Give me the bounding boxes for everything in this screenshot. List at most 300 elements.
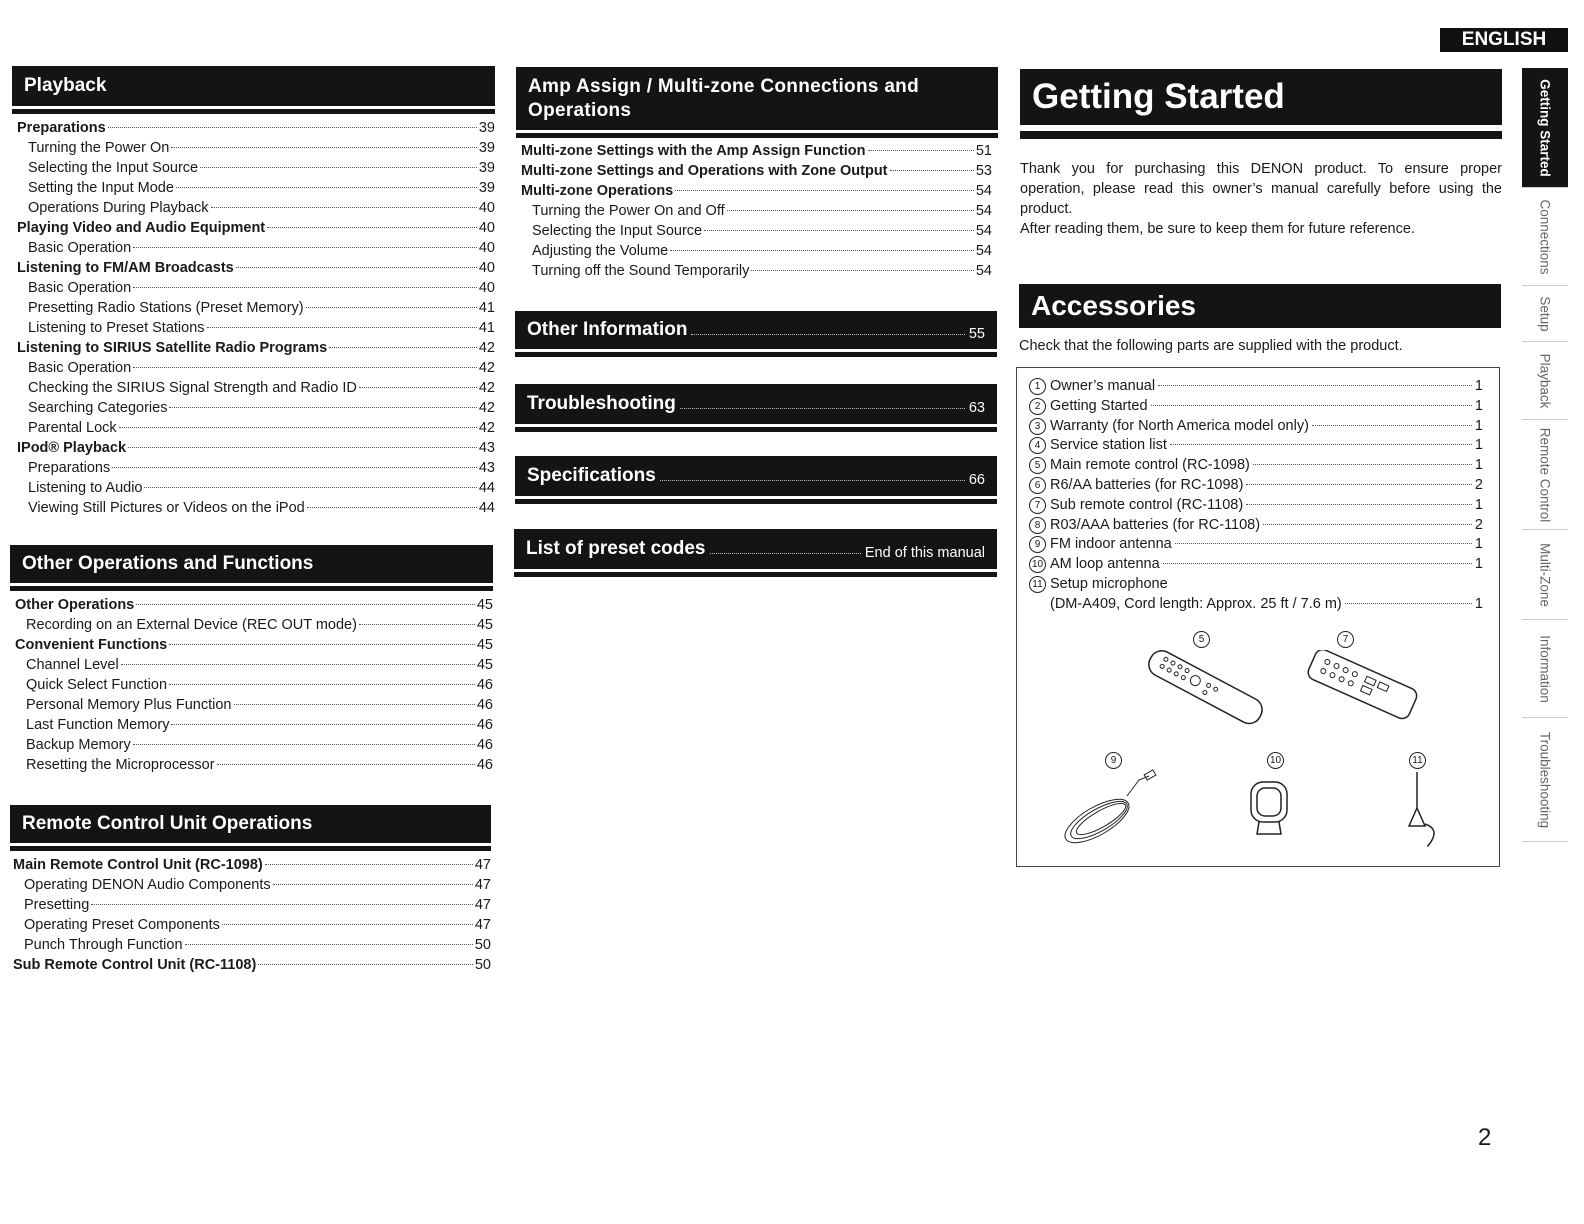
section-header-remote-control[interactable] <box>10 805 491 843</box>
accessories-box <box>1016 367 1500 867</box>
section-title: Getting Started <box>1032 77 1285 116</box>
leader-dots <box>306 307 477 308</box>
item-label: Owner’s manual <box>1050 378 1156 394</box>
toc-entry-label: Preparations <box>28 460 111 476</box>
leader-dots <box>133 744 475 745</box>
illus-label: 10 <box>1267 752 1284 769</box>
header-rule <box>515 352 997 357</box>
side-tab-label: Playback <box>1537 353 1553 408</box>
section-title: Other Operations and Functions <box>22 553 314 574</box>
getting-started-section <box>1020 69 1502 239</box>
toc-entry[interactable] <box>15 617 493 637</box>
leader-dots <box>169 644 475 645</box>
toc-entry[interactable] <box>13 937 491 957</box>
page-number: 2 <box>1478 1124 1492 1151</box>
toc-entry[interactable] <box>15 597 493 617</box>
main-remote-illustration <box>1135 648 1275 728</box>
item-label: (DM-A409, Cord length: Approx. 25 ft / 7.6 m) <box>1050 595 1342 612</box>
toc-entry[interactable] <box>17 220 495 240</box>
leader-dots <box>1175 543 1472 544</box>
toc-entry[interactable] <box>17 460 495 480</box>
page-ref: End of this manual <box>864 545 985 561</box>
toc-entry-page: 45 <box>476 617 493 633</box>
toc-entry[interactable] <box>13 857 491 877</box>
leader-dots <box>207 327 477 328</box>
illus-label: 11 <box>1409 752 1426 769</box>
leader-dots <box>128 447 477 448</box>
toc-entry-page: 40 <box>478 220 495 236</box>
leader-dots <box>660 480 965 481</box>
toc-entry[interactable] <box>13 917 491 937</box>
toc-entry-page: 45 <box>476 637 493 653</box>
leader-dots <box>176 187 477 188</box>
toc-entry-label: Presetting Radio Stations (Preset Memory) <box>28 300 304 316</box>
list-item <box>1029 556 1483 576</box>
toc-entry-label: Parental Lock <box>28 420 117 436</box>
section-header-other-operations[interactable] <box>10 545 493 583</box>
toc-entry-page: 54 <box>975 263 992 279</box>
toc-entry-page: 43 <box>478 440 495 456</box>
toc-entry-page: 46 <box>476 677 493 693</box>
toc-entry[interactable] <box>17 280 495 300</box>
leader-dots <box>1246 484 1472 485</box>
list-item <box>1029 398 1483 418</box>
header-rule <box>10 586 493 591</box>
toc-entry[interactable] <box>17 380 495 400</box>
leader-dots <box>133 367 477 368</box>
toc-entry-label: Recording on an External Device (REC OUT mode) <box>26 617 357 633</box>
toc-entry-label: Sub Remote Control Unit (RC-1108) <box>13 957 257 973</box>
leader-dots <box>751 270 974 271</box>
leader-dots <box>359 387 477 388</box>
toc-entry[interactable] <box>17 300 495 320</box>
toc-entry-label: Other Operations <box>15 597 135 613</box>
side-tab-label: Getting Started <box>1537 78 1553 177</box>
toc-entry-label: Quick Select Function <box>26 677 168 693</box>
toc-entry-label: Punch Through Function <box>24 937 183 953</box>
toc-entry-page: 47 <box>474 877 491 893</box>
item-qty: 1 <box>1474 417 1483 434</box>
toc-entry-label: Last Function Memory <box>26 717 170 733</box>
item-label: AM loop antenna <box>1050 556 1160 573</box>
list-item <box>1029 418 1483 438</box>
toc-entry-page: 42 <box>478 340 495 356</box>
item-number: 11 <box>1029 576 1046 593</box>
language-badge: ENGLISH <box>1440 28 1568 52</box>
leader-dots <box>1151 405 1472 406</box>
leader-dots <box>133 287 477 288</box>
toc-entry-page: 39 <box>478 160 495 176</box>
toc-entry[interactable] <box>17 320 495 340</box>
toc-entry[interactable] <box>17 400 495 420</box>
toc-entry-page: 40 <box>478 260 495 276</box>
leader-dots <box>1253 464 1472 465</box>
section-title: Troubleshooting <box>527 393 676 414</box>
leader-dots <box>222 924 473 925</box>
toc-entry-page: 53 <box>975 163 992 179</box>
header-rule <box>10 846 491 851</box>
item-label: Service station list <box>1050 437 1167 454</box>
item-qty: 1 <box>1474 437 1483 454</box>
toc-entry[interactable] <box>17 500 495 520</box>
toc-entry[interactable] <box>13 877 491 897</box>
leader-dots <box>704 230 974 231</box>
section-header-preset-codes[interactable] <box>514 529 997 569</box>
toc-entry[interactable] <box>17 160 495 180</box>
toc-entry-label: Operating DENON Audio Components <box>24 877 271 893</box>
item-label: FM indoor antenna <box>1050 536 1172 553</box>
toc-entry-page: 47 <box>474 857 491 873</box>
toc-entry-label: Personal Memory Plus Function <box>26 697 232 713</box>
toc-entry-page: 45 <box>476 657 493 673</box>
item-label: Warranty (for North America model only) <box>1050 417 1309 434</box>
item-label: Sub remote control (RC-1108) <box>1050 496 1244 513</box>
item-number: 1 <box>1029 378 1046 395</box>
leader-dots <box>169 684 475 685</box>
list-item <box>1029 497 1483 517</box>
leader-dots <box>185 944 473 945</box>
toc-entry[interactable] <box>15 757 493 777</box>
item-qty: 2 <box>1474 516 1483 533</box>
section-title: Specifications <box>527 465 656 486</box>
toc-entry-label: IPod® Playback <box>17 440 127 456</box>
toc-entry-page: 41 <box>478 320 495 336</box>
item-qty: 1 <box>1474 378 1483 394</box>
toc-entry[interactable] <box>17 360 495 380</box>
item-qty: 1 <box>1474 556 1483 573</box>
item-label: R03/AAA batteries (for RC-1108) <box>1050 516 1261 533</box>
toc-entry[interactable] <box>521 263 992 283</box>
page-ref: 55 <box>968 326 985 342</box>
toc-entry-page: 41 <box>478 300 495 316</box>
leader-dots <box>119 427 477 428</box>
toc-entry[interactable] <box>521 163 992 183</box>
item-number: 3 <box>1029 418 1046 435</box>
toc-entry-page: 43 <box>478 460 495 476</box>
side-tab-getting-started[interactable] <box>1522 68 1568 188</box>
toc-entry-label: Multi-zone Settings and Operations with Zone Output <box>521 163 888 179</box>
illus-label: 7 <box>1337 631 1354 648</box>
illus-label: 5 <box>1193 631 1210 648</box>
toc-entry-page: 50 <box>474 937 491 953</box>
list-item <box>1029 477 1483 497</box>
section-title: List of preset codes <box>526 538 706 559</box>
leader-dots <box>121 664 475 665</box>
item-label: Getting Started <box>1050 397 1148 414</box>
toc-entry-page: 44 <box>478 480 495 496</box>
intro-paragraph: Thank you for purchasing this DENON product. To ensure proper operation, please read this owner’s manual carefully before using the product. <box>1020 161 1502 217</box>
toc-entry-label: Backup Memory <box>26 737 131 753</box>
leader-dots <box>670 250 974 251</box>
leader-dots <box>710 553 861 554</box>
toc-entry[interactable] <box>521 243 992 263</box>
side-tab-label: Connections <box>1537 198 1553 275</box>
leader-dots <box>1263 524 1472 525</box>
toc-entry-page: 42 <box>478 420 495 436</box>
section-title: Other Information <box>527 319 688 340</box>
leader-dots <box>868 150 974 151</box>
leader-dots <box>1163 563 1472 564</box>
item-qty: 1 <box>1474 496 1483 513</box>
leader-dots <box>1312 425 1472 426</box>
toc-entry-label: Listening to Audio <box>28 480 143 496</box>
header-rule <box>516 133 998 138</box>
leader-dots <box>680 408 965 409</box>
toc-entry-page: 39 <box>478 120 495 136</box>
fm-antenna-illustration <box>1057 766 1167 851</box>
toc-entry[interactable] <box>17 180 495 200</box>
toc-entry-label: Searching Categories <box>28 400 168 416</box>
leader-dots <box>112 467 477 468</box>
toc-entry[interactable] <box>15 677 493 697</box>
remote-toc-list <box>10 857 491 977</box>
toc-entry[interactable] <box>15 657 493 677</box>
toc-entry[interactable] <box>17 240 495 260</box>
leader-dots <box>133 247 477 248</box>
toc-entry-label: Adjusting the Volume <box>532 243 669 259</box>
leader-dots <box>236 267 477 268</box>
accessory-item-11 <box>1029 576 1483 616</box>
section-header-troubleshooting[interactable] <box>515 384 997 424</box>
other-information-block <box>515 311 997 357</box>
leader-dots <box>136 604 475 605</box>
section-header-other-information[interactable] <box>515 311 997 349</box>
list-item <box>1029 576 1483 596</box>
section-header-specifications[interactable] <box>515 456 997 496</box>
toc-entry-page: 45 <box>476 597 493 613</box>
item-label: R6/AA batteries (for RC-1098) <box>1050 476 1244 493</box>
toc-entry[interactable] <box>17 420 495 440</box>
toc-entry-label: Listening to Preset Stations <box>28 320 205 336</box>
leader-dots <box>675 190 974 191</box>
toc-entry-page: 54 <box>975 243 992 259</box>
leader-dots <box>211 207 477 208</box>
side-tab-playback[interactable] <box>1522 342 1568 420</box>
leader-dots <box>727 210 974 211</box>
toc-entry-page: 42 <box>478 360 495 376</box>
section-title: Playback <box>24 75 107 96</box>
section-title: Amp Assign / Multi-zone Connections and Operations <box>528 75 919 121</box>
section-header-amp-assign[interactable] <box>516 67 998 130</box>
toc-entry[interactable] <box>13 897 491 917</box>
toc-entry[interactable] <box>521 183 992 203</box>
leader-dots <box>1158 385 1472 386</box>
illus-label: 9 <box>1105 752 1122 769</box>
toc-entry-page: 46 <box>476 717 493 733</box>
leader-dots <box>200 167 477 168</box>
preset-codes-block <box>514 529 997 577</box>
header-rule <box>515 427 997 432</box>
toc-entry-label: Viewing Still Pictures or Videos on the iPod <box>28 500 305 516</box>
leader-dots <box>217 764 475 765</box>
toc-entry[interactable] <box>15 697 493 717</box>
leader-dots <box>267 227 477 228</box>
header-rule <box>514 572 997 577</box>
toc-entry-page: 42 <box>478 400 495 416</box>
toc-entry-page: 40 <box>478 240 495 256</box>
list-item <box>1029 437 1483 457</box>
toc-entry-label: Multi-zone Settings with the Amp Assign Function <box>521 143 866 159</box>
leader-dots <box>108 127 477 128</box>
leader-dots <box>691 334 964 335</box>
toc-entry-label: Checking the SIRIUS Signal Strength and Radio ID <box>28 380 357 396</box>
leader-dots <box>1170 444 1472 445</box>
toc-entry-label: Convenient Functions <box>15 637 168 653</box>
toc-entry-page: 46 <box>476 697 493 713</box>
toc-entry-label: Listening to FM/AM Broadcasts <box>17 260 234 276</box>
toc-entry-label: Turning the Power On <box>28 140 170 156</box>
leader-dots <box>273 884 473 885</box>
item-qty: 1 <box>1474 536 1483 553</box>
toc-entry[interactable] <box>15 717 493 737</box>
toc-entry-label: Basic Operation <box>28 360 132 376</box>
toc-entry[interactable] <box>17 440 495 460</box>
toc-entry-page: 39 <box>478 140 495 156</box>
toc-entry-page: 54 <box>975 183 992 199</box>
side-tab-label: Information <box>1537 634 1553 703</box>
toc-column-1b <box>10 545 493 777</box>
toc-entry[interactable] <box>521 223 992 243</box>
list-item <box>1029 517 1483 537</box>
item-number: 9 <box>1029 536 1046 553</box>
toc-entry-page: 44 <box>478 500 495 516</box>
specifications-block <box>515 456 997 504</box>
side-tab-label: Remote Control <box>1537 427 1553 522</box>
item-number: 2 <box>1029 398 1046 415</box>
side-tab-information[interactable] <box>1522 620 1568 718</box>
toc-entry-page: 40 <box>478 280 495 296</box>
leader-dots <box>171 724 474 725</box>
section-title: Accessories <box>1031 290 1197 321</box>
item-number: 5 <box>1029 457 1046 474</box>
section-header-playback[interactable] <box>12 66 495 106</box>
side-tab-label: Multi-Zone <box>1537 542 1553 607</box>
side-tab-remote-control[interactable] <box>1522 420 1568 530</box>
leader-dots <box>169 407 476 408</box>
toc-entry-label: Presetting <box>24 897 90 913</box>
leader-dots <box>329 347 477 348</box>
toc-entry-label: Basic Operation <box>28 240 132 256</box>
toc-entry-label: Operating Preset Components <box>24 917 220 933</box>
toc-entry-page: 46 <box>476 757 493 773</box>
microphone-illustration <box>1389 768 1449 848</box>
leader-dots <box>359 624 475 625</box>
toc-entry[interactable] <box>17 200 495 220</box>
side-tab-connections[interactable] <box>1522 188 1568 286</box>
page-ref: 66 <box>968 472 985 488</box>
accessories-list <box>1029 378 1483 576</box>
toc-column-2 <box>516 67 998 283</box>
toc-entry-label: Multi-zone Operations <box>521 183 674 199</box>
leader-dots <box>258 964 473 965</box>
toc-entry-label: Playing Video and Audio Equipment <box>17 220 266 236</box>
toc-entry-label: Setting the Input Mode <box>28 180 174 196</box>
toc-entry-label: Selecting the Input Source <box>28 160 199 176</box>
toc-entry-label: Selecting the Input Source <box>532 223 703 239</box>
am-antenna-illustration <box>1245 778 1295 843</box>
toc-entry-page: 39 <box>478 180 495 196</box>
toc-entry[interactable] <box>17 480 495 500</box>
header-rule <box>12 109 495 114</box>
sub-remote-illustration <box>1297 650 1427 720</box>
item-number: 10 <box>1029 556 1046 573</box>
toc-entry-label: Resetting the Microprocessor <box>26 757 215 773</box>
toc-entry[interactable] <box>15 637 493 657</box>
intro-paragraph-2: After reading them, be sure to keep them for future reference. <box>1020 221 1415 237</box>
list-item <box>1029 378 1483 398</box>
toc-entry-page: 51 <box>975 143 992 159</box>
amp-toc-list <box>516 143 998 283</box>
leader-dots <box>1246 504 1472 505</box>
side-tab-multi-zone[interactable] <box>1522 530 1568 620</box>
toc-entry-page: 42 <box>478 380 495 396</box>
other-operations-toc-list <box>10 597 493 777</box>
section-title: Remote Control Unit Operations <box>22 813 313 834</box>
item-number: 7 <box>1029 497 1046 514</box>
toc-entry[interactable] <box>13 957 491 977</box>
toc-entry[interactable] <box>521 143 992 163</box>
toc-entry[interactable] <box>521 203 992 223</box>
toc-entry-page: 47 <box>474 897 491 913</box>
toc-entry-label: Turning off the Sound Temporarily <box>532 263 750 279</box>
toc-entry-page: 54 <box>975 223 992 239</box>
list-item <box>1029 536 1483 556</box>
side-tab-setup[interactable] <box>1522 286 1568 342</box>
side-tab-label: Troubleshooting <box>1537 731 1553 828</box>
toc-entry-label: Turning the Power On and Off <box>532 203 725 219</box>
leader-dots <box>171 147 477 148</box>
toc-entry[interactable] <box>17 120 495 140</box>
leader-dots <box>890 170 974 171</box>
toc-entry[interactable] <box>17 260 495 280</box>
list-item <box>1029 457 1483 477</box>
toc-entry[interactable] <box>17 140 495 160</box>
toc-entry-label: Channel Level <box>26 657 119 673</box>
toc-column-1 <box>12 66 495 520</box>
playback-toc-list <box>12 120 495 520</box>
toc-entry-label: Main Remote Control Unit (RC-1098) <box>13 857 263 873</box>
item-number: 8 <box>1029 517 1046 534</box>
toc-entry[interactable] <box>15 737 493 757</box>
accessories-header <box>1019 284 1501 328</box>
item-qty: 1 <box>1474 397 1483 414</box>
toc-entry[interactable] <box>17 340 495 360</box>
toc-column-1c <box>10 805 491 977</box>
leader-dots <box>1345 603 1472 604</box>
leader-dots <box>91 904 473 905</box>
item-number: 6 <box>1029 477 1046 494</box>
item-number: 4 <box>1029 437 1046 454</box>
header-rule <box>1020 131 1502 139</box>
leader-dots <box>307 507 477 508</box>
accessories-intro: Check that the following parts are supplied with the product. <box>1019 338 1403 354</box>
toc-entry-label: Listening to SIRIUS Satellite Radio Programs <box>17 340 328 356</box>
side-tab-label: Setup <box>1537 295 1553 332</box>
side-tab-troubleshooting[interactable] <box>1522 718 1568 842</box>
accessories-section <box>1019 284 1501 356</box>
list-item-sub <box>1029 596 1483 616</box>
leader-dots <box>265 864 473 865</box>
toc-entry-label: Operations During Playback <box>28 200 209 216</box>
toc-entry-label: Preparations <box>17 120 106 136</box>
leader-dots <box>234 704 475 705</box>
item-label: Setup microphone <box>1050 575 1168 592</box>
getting-started-header <box>1020 69 1502 125</box>
header-rule <box>515 499 997 504</box>
toc-entry-page: 54 <box>975 203 992 219</box>
page-ref: 63 <box>968 400 985 416</box>
item-label: Main remote control (RC-1098) <box>1050 457 1250 474</box>
